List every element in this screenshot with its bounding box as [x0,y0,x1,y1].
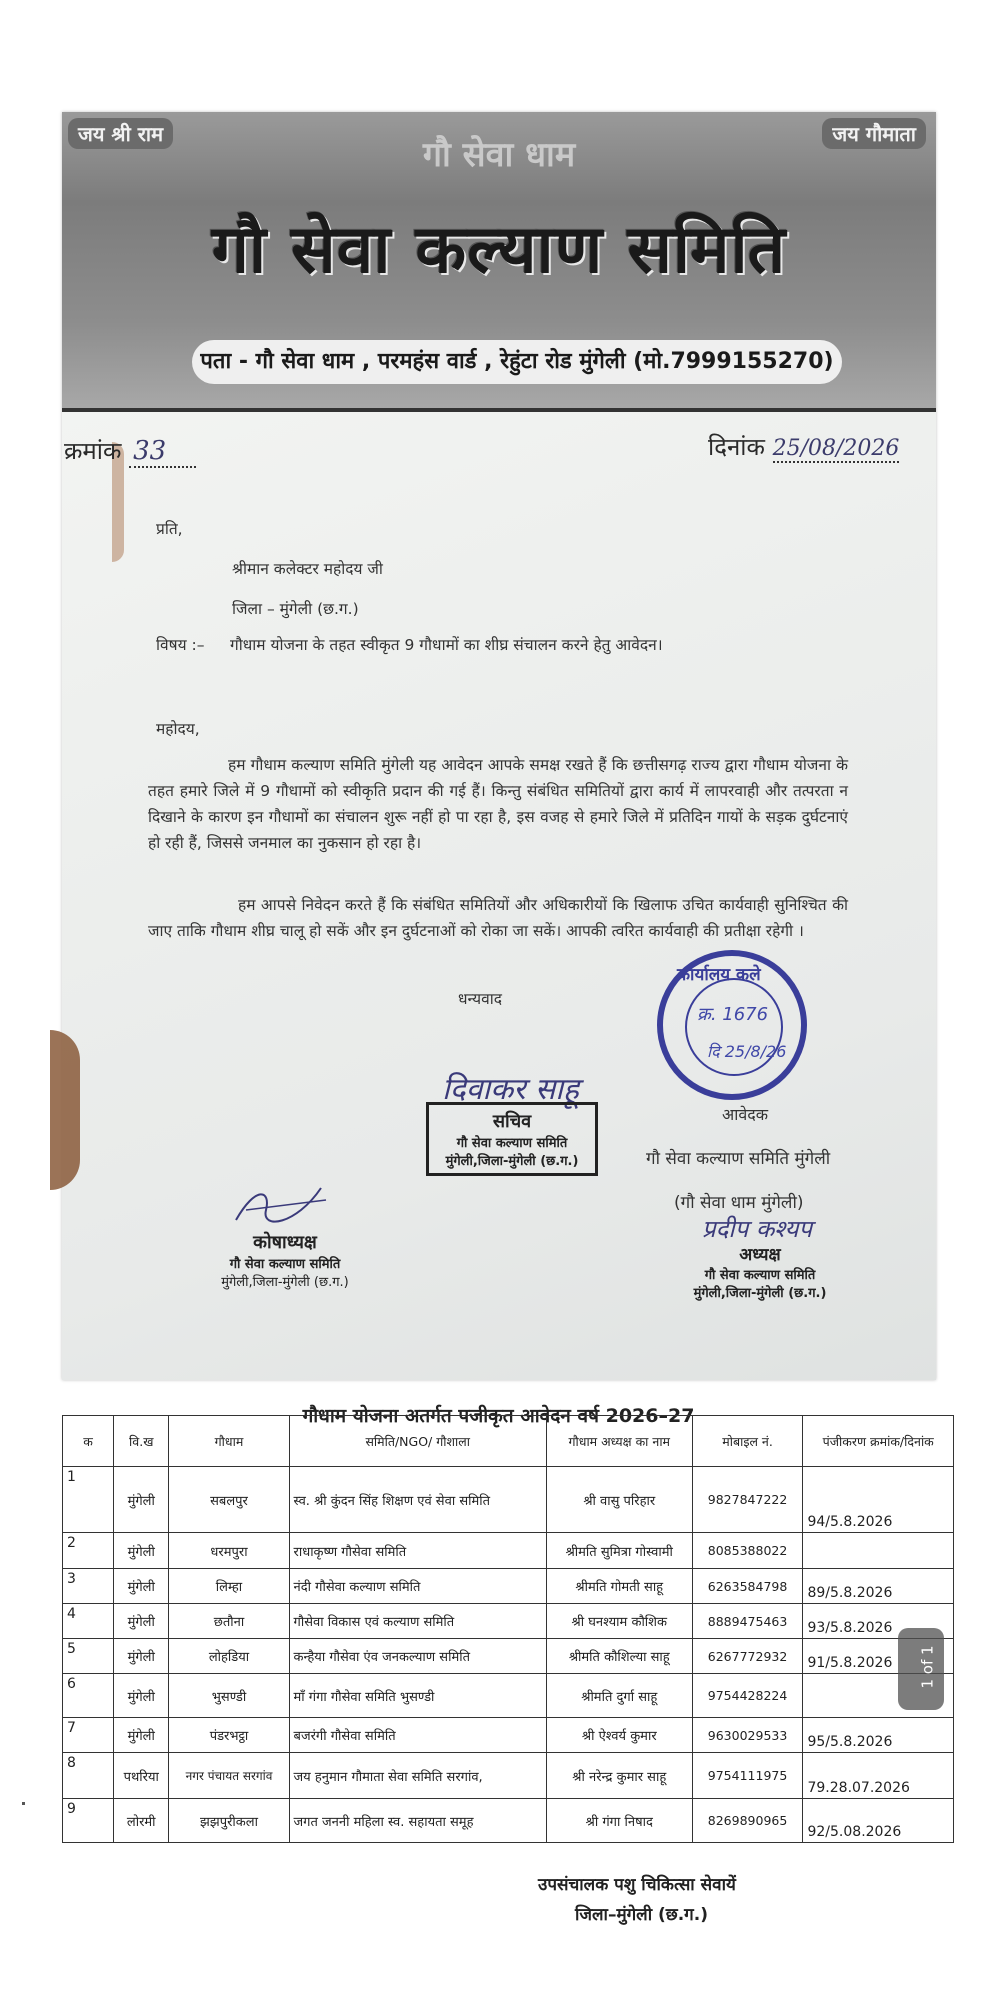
table-row [63,1718,954,1753]
cell-block: मुंगेली [114,1467,169,1533]
cell-president: श्री गंगा निषाद [546,1799,692,1843]
cell-gaudham: छतौना [169,1604,289,1639]
office-inward-stamp [657,950,807,1100]
treasurer-signature-scribble [226,1180,336,1230]
col-header-block: वि.ख [114,1416,169,1467]
cell-mobile: 9630029533 [692,1718,803,1753]
cell-block: मुंगेली [114,1569,169,1604]
cell-gaudham: नगर पंचायत सरगांव [169,1753,289,1799]
cell-sn: 8 [63,1753,114,1799]
col-header-mobile: मोबाइल नं. [692,1416,803,1467]
cell-mobile: 8889475463 [692,1604,803,1639]
treasurer-title: कोषाध्यक्ष [253,1232,317,1253]
president-seal [660,1242,860,1301]
cell-gaudham: धरमपुरा [169,1533,289,1569]
cell-president: श्रीमति गोमती साहू [546,1569,692,1604]
cell-sn: 9 [63,1799,114,1843]
cell-registration: 91/5.8.2026 [803,1639,954,1674]
cell-mobile: 6263584798 [692,1569,803,1604]
table-row [63,1639,954,1674]
date-label: दिनांक [708,433,765,461]
cell-president: श्री नरेन्द्र कुमार साहू [546,1753,692,1799]
date-field [708,430,899,463]
table-row [63,1604,954,1639]
stamp-date: दि 25/8/26 [707,1042,787,1061]
table-row [63,1674,954,1718]
treasurer-signature [226,1180,336,1230]
cell-president: श्रीमति दुर्गा साहू [546,1674,692,1718]
footer-designation: उपसंचालक पशु चिकित्सा सेवायें [538,1875,736,1895]
secretary-signature: दिवाकर साहू [442,1072,579,1107]
page-indicator[interactable] [898,1628,944,1710]
cell-president: श्रीमति कौशिल्या साहू [546,1639,692,1674]
col-header-sn: क [63,1416,114,1467]
president-title: अध्यक्ष [739,1245,781,1265]
president-place: मुंगेली,जिला-मुंगेली (छ.ग.) [693,1286,827,1301]
secretary-title: सचिव [492,1111,532,1132]
cell-mobile: 8269890965 [692,1799,803,1843]
cell-president: श्री घनश्याम कौशिक [546,1604,692,1639]
cell-gaudham: पंडरभट्ठा [169,1718,289,1753]
cell-gaudham: भुसण्डी [169,1674,289,1718]
secretary-org: गौ सेवा कल्याण समिति [456,1136,568,1151]
thumb [50,1030,80,1190]
speck [22,1802,25,1805]
secretary-seal [426,1102,598,1176]
cell-sn: 7 [63,1718,114,1753]
district: जिला – मुंगेली (छ.ग.) [232,600,359,618]
cell-mobile: 9754111975 [692,1753,803,1799]
president-signature: प्रदीप कश्यप [702,1215,813,1243]
stamp-inward-number: क्र. 1676 [697,1004,769,1025]
table-row [63,1569,954,1604]
cell-block: पथरिया [114,1753,169,1799]
letterhead-tag-left: जय श्री राम [68,118,173,149]
cell-registration: 79.28.07.2026 [803,1753,954,1799]
cell-sn: 6 [63,1674,114,1718]
salutation: महोदय, [156,720,200,738]
cell-samiti: गौसेवा विकास एवं कल्याण समिति [289,1604,546,1639]
cell-sn: 1 [63,1467,114,1533]
cell-block: मुंगेली [114,1674,169,1718]
cell-gaudham: झझपुरीकला [169,1799,289,1843]
subject-label: विषय :– [156,636,205,654]
date-value: 25/08/2026 [772,436,900,461]
cell-samiti: कन्हैया गौसेवा एंव जनकल्याण समिति [289,1639,546,1674]
cell-block: मुंगेली [114,1718,169,1753]
secretary-place: मुंगेली,जिला-मुंगेली (छ.ग.) [445,1154,579,1169]
col-header-samiti: समिति/NGO/ गौशाला [289,1416,546,1467]
page-indicator-label: 1 of 1 [918,1645,937,1689]
cell-registration: 93/5.8.2026 [803,1604,954,1639]
cell-mobile: 9827847222 [692,1467,803,1533]
cell-mobile: 6267772932 [692,1639,803,1674]
letter-page [62,112,936,1380]
cell-sn: 4 [63,1604,114,1639]
cell-block: मुंगेली [114,1604,169,1639]
treasurer-place: मुंगेली,जिला-मुंगेली (छ.ग.) [221,1275,349,1290]
ref-number [64,434,196,467]
col-header-president: गौधाम अध्यक्ष का नाम [546,1416,692,1467]
treasurer-seal [170,1230,400,1290]
cell-samiti: माँ गंगा गौसेवा समिति भुसण्डी [289,1674,546,1718]
table-row [63,1753,954,1799]
cell-gaudham: सबलपुर [169,1467,289,1533]
letterhead [62,112,936,412]
applicant-place: (गौ सेवा धाम मुंगेली) [674,1193,804,1213]
applicant-org: गौ सेवा कल्याण समिति मुंगेली [646,1149,831,1169]
col-header-gaudham: गौधाम [169,1416,289,1467]
applicant-label: आवेदक [722,1105,769,1124]
table-header-row [63,1416,954,1467]
thanks: धन्यवाद [458,990,502,1008]
cell-samiti: स्व. श्री कुंदन सिंह शिक्षण एवं सेवा समिति [289,1467,546,1533]
col-header-registration: पंजीकरण क्रमांक/दिनांक [803,1416,954,1467]
letterhead-subtitle: गौ सेवा धाम [422,135,576,175]
letterhead-tag-right: जय गौमाता [822,118,926,149]
table-row [63,1467,954,1533]
table-title: गौधाम योजना अतर्गत पजीकृत आवेदन वर्ष 2026–27 [302,1405,695,1427]
cell-mobile: 9754428224 [692,1674,803,1718]
cell-sn: 3 [63,1569,114,1604]
to-line: प्रति, [156,520,183,538]
treasurer-org: गौ सेवा कल्याण समिति [229,1257,341,1272]
cell-registration [803,1533,954,1569]
cell-president: श्री ऐश्वर्य कुमार [546,1718,692,1753]
cell-registration: 95/5.8.2026 [803,1718,954,1753]
addressee: श्रीमान कलेक्टर महोदय जी [232,560,383,578]
ref-label: क्रमांक [64,437,122,465]
table-row [63,1799,954,1843]
cell-president: श्रीमति सुमित्रा गोस्वामी [546,1533,692,1569]
president-org: गौ सेवा कल्याण समिति [704,1268,816,1283]
cell-block: लोरमी [114,1799,169,1843]
paragraph-1: हम गौधाम कल्याण समिति मुंगेली यह आवेदन आपके समक्ष रखते हैं कि छत्तीसगढ़ राज्य द्वारा गौधाम योजना के तहत हमारे जिले में 9 गौधामों को स्वीकृति प्रदान की गई हैं। किन्तु संबंधित समितियों द्वारा कार्य में लापरवाही और तत्परता न दिखाने के कारण इन गौधामों का संचालन शुरू नहीं हो पा रहा है, इस वजह से हमारे जिले में प्रतिदिन गायों के सड़क दुर्घटनाएं हो रही हैं, जिससे जनमाल का नुकसान हो रहा है। [148,756,848,852]
cell-samiti: राधाकृष्ण गौसेवा समिति [289,1533,546,1569]
letterhead-address: पता - गौ सेवा धाम , परमहंस वार्ड , रेहुंटा रोड मुंगेली (मो.7999155270) [192,340,842,384]
paragraph-2: हम आपसे निवेदन करते हैं कि संबंधित समितियों और अधिकारीयों कि खिलाफ उचित कार्यवाही सुनिश्चित की जाए ताकि गौधाम शीघ्र चालू हो सकें और इन दुर्घटनाओं को रोका जा सकें। आपकी त्वरित कार्यवाही की प्रतीक्षा रहेगी । [148,896,848,940]
ref-value: 33 [129,436,196,468]
letterhead-title: गौ सेवा कल्याण समिति [211,211,787,288]
stamp-ring-text: कार्यालय कले [677,965,761,985]
subject: गौधाम योजना के तहत स्वीकृत 9 गौधामों का शीघ्र संचालन करने हेतु आवेदन। [230,636,663,654]
cell-samiti: नंदी गौसेवा कल्याण समिति [289,1569,546,1604]
table-row [63,1533,954,1569]
letterhead-divider [62,408,936,412]
cell-mobile: 8085388022 [692,1533,803,1569]
cell-samiti: बजरंगी गौसेवा समिति [289,1718,546,1753]
cell-sn: 2 [63,1533,114,1569]
cell-sn: 5 [63,1639,114,1674]
cell-samiti: जय हनुमान गौमाता सेवा समिति सरगांव, [289,1753,546,1799]
cell-president: श्री वासु परिहार [546,1467,692,1533]
cell-block: मुंगेली [114,1639,169,1674]
cell-gaudham: लोहडिया [169,1639,289,1674]
cell-registration: 92/5.08.2026 [803,1799,954,1843]
cell-registration: 94/5.8.2026 [803,1467,954,1533]
cell-block: मुंगेली [114,1533,169,1569]
registration-table [62,1415,954,1843]
cell-samiti: जगत जननी महिला स्व. सहायता समूह [289,1799,546,1843]
cell-gaudham: लिम्हा [169,1569,289,1604]
footer-district: जिला–मुंगेली (छ.ग.) [575,1905,708,1925]
cell-registration: 89/5.8.2026 [803,1569,954,1604]
